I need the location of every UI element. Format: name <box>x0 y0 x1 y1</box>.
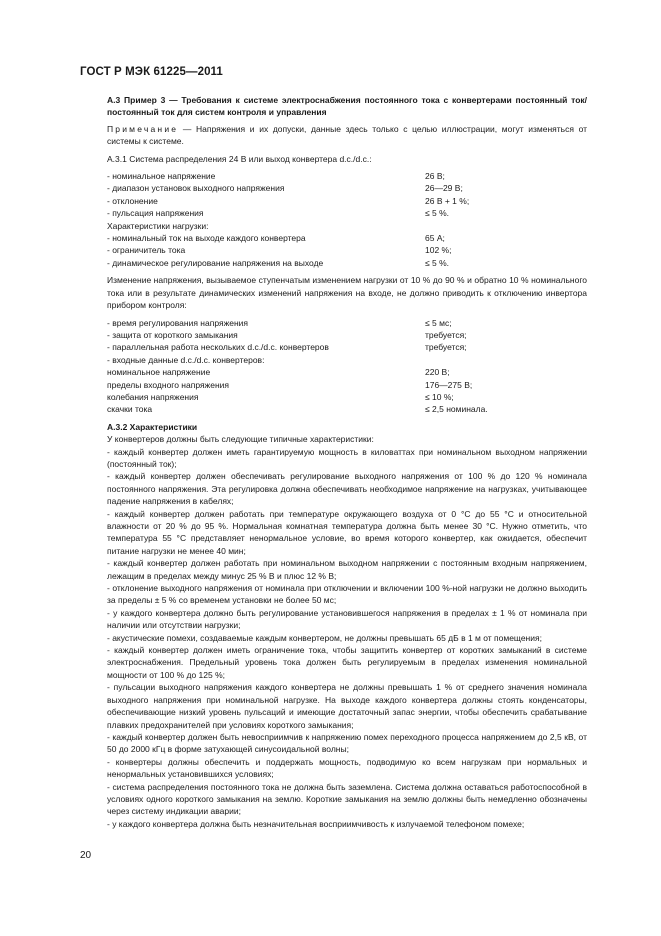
param-name: - входные данные d.c./d.c. конвертеров: <box>107 354 265 365</box>
param-name: пределы входного напряжения <box>107 379 230 390</box>
param-name: номинальное напряжение <box>107 367 211 378</box>
param-name: - диапазон установок выходного напряжения <box>107 183 285 194</box>
param-value: ≤ 10 %; <box>425 391 454 402</box>
param-row <box>107 182 587 194</box>
param-name: - номинальный ток на выходе каждого конвертера <box>107 233 306 244</box>
params-list-2 <box>107 317 587 416</box>
note-label: Примечание <box>107 123 179 134</box>
characteristics-list <box>107 446 587 831</box>
param-row <box>107 257 587 269</box>
param-value <box>425 354 587 366</box>
param-row <box>107 232 587 244</box>
param-row <box>107 391 587 403</box>
characteristic-item: - каждый конвертер должен иметь ограничение тока, чтобы защитить конвертер от коротких замыканий в системе электроснабжения. Предельный уровень тока должен быть регулируемым в пределах изменения номинальной мощности от 100 % до 125 %; <box>107 645 587 680</box>
characteristic-item: - каждый конвертер должен работать при температуре окружающего воздуха от 0 °С до 55 °С и относительной влажности от 20 % до 95 %. Нормальная комнатная температура должна быть менее 30 °С. Нужно отметить, что температура 55 °С представляет ненормальное условие, во время которого конвертер, как ожидается, обеспечит питание нагрузки не менее 40 мин; <box>107 508 587 556</box>
characteristic-item: - каждый конвертер должен обеспечивать регулирование выходного напряжения от 100 % до 120 % номинала постоянного напряжения. Эта регулировка должна обеспечивать необходимое напряжение на нагрузках, учитывающее падение напряжения в кабелях; <box>107 471 587 507</box>
characteristic-item: - каждый конвертер должен быть невосприимчив к напряжению помех переходного процесса напряжением до 2,5 кВ, от 50 до 2000 кГц в форме затухающей синусоидальной волны; <box>107 731 587 755</box>
param-name: - ограничитель тока <box>107 245 186 256</box>
param-value: ≤ 5 мс; <box>425 317 452 328</box>
param-row <box>107 354 587 366</box>
characteristic-item: - отклонение выходного напряжения от номинала при отключении и включении 100 %-ной нагрузки не должно выходить за пределы ± 5 % со временем установки не более 50 мс; <box>107 583 587 606</box>
characteristic-item: - каждый конвертер должен работать при номинальном выходном напряжении с постоянным входным напряжением, лежащим в пределах между минус 25 % В и плюс 12 % В; <box>107 558 587 581</box>
page-number: 20 <box>80 850 92 861</box>
param-name: - защита от короткого замыкания <box>107 329 238 340</box>
param-value: 65 А; <box>425 233 445 244</box>
a31-intro: А.3.1 Система распределения 24 В или выход конвертера d.c./d.c.: <box>107 153 372 164</box>
param-row <box>107 207 587 219</box>
characteristic-item: - акустические помехи, создаваемые каждым конвертером, не должны превышать 65 дБ в 1 м от помещения; <box>107 632 542 643</box>
characteristic-item: - система распределения постоянного тока не должна быть заземлена. Система должна оставаться работоспособной в условиях одного короткого замыкания на землю. Короткие замыкания на землю должны быть немедленно обозначены через систему индикации аварии; <box>107 781 587 817</box>
param-name: - динамическое регулирование напряжения на выходе <box>107 257 324 268</box>
document-header: ГОСТ Р МЭК 61225—2011 <box>80 66 223 78</box>
param-value: ≤ 5 %. <box>425 208 450 219</box>
param-value: требуется; <box>425 329 467 340</box>
param-name: - параллельная работа нескольких d.c./d.c. конвертеров <box>107 342 329 353</box>
param-value: 176—275 В; <box>425 379 473 390</box>
param-row <box>107 379 587 391</box>
param-row <box>107 403 587 415</box>
params-list-1 <box>107 170 587 269</box>
param-value: ≤ 5 %. <box>425 257 450 268</box>
characteristic-item: - конвертеры должны обеспечить и поддержать мощность, подводимую ко всем нагрузкам при нормальных и ненормальных установившихся условиях; <box>107 756 587 780</box>
param-row <box>107 195 587 207</box>
note-paragraph <box>107 123 587 148</box>
param-name: скачки тока <box>107 404 153 415</box>
param-name: колебания напряжения <box>107 391 199 402</box>
param-value: 26 В; <box>425 171 445 182</box>
characteristic-item: - у каждого конвертера должна быть незначительная восприимчивость к излучаемой телефоном помехе; <box>107 818 525 829</box>
param-value <box>425 220 587 232</box>
param-name: - время регулирования напряжения <box>107 317 249 328</box>
param-value: ≤ 2,5 номинала. <box>425 404 488 415</box>
characteristic-item: - пульсации выходного напряжения каждого конвертера не должны превышать 1 % от среднего значения номинала выходного напряжения при номинальной нагрузке. На выходе каждого конвертера должны стоять конденсаторы, обеспечивающие низкий уровень пульсаций и имеющие достаточный запас энергии, чтобы обеспечить срабатывание плавких предохранителей при условиях короткого замыкания; <box>107 682 587 730</box>
param-row <box>107 341 587 353</box>
param-name: Характеристики нагрузки: <box>107 220 209 231</box>
page-content <box>107 94 587 830</box>
param-value: 26—29 В; <box>425 183 463 194</box>
note-text: — Напряжения и их допуски, данные здесь только с целью иллюстрации, могут изменяться от системы к системе. <box>107 123 587 147</box>
param-value: 26 В + 1 %; <box>425 195 470 206</box>
param-row <box>107 170 587 182</box>
param-row <box>107 317 587 329</box>
characteristic-item: - у каждого конвертера должно быть регулирование установившегося напряжения в пределах ± 1 % от номинала при наличии или отсутствии нагрузки; <box>107 607 587 631</box>
param-value: 102 %; <box>425 245 452 256</box>
param-row <box>107 220 587 232</box>
param-value: требуется; <box>425 342 467 353</box>
voltage-change-paragraph: Изменение напряжения, вызываемое ступенчатым изменением нагрузки от 10 % до 90 % и обратно 10 % номинального тока или в результате динамических изменений напряжения на входе, не должно приводить к отключению инвертора прибором контроля: <box>107 275 587 311</box>
section-a32-intro: У конвертеров должны быть следующие типичные характеристики: <box>107 434 374 445</box>
param-row <box>107 244 587 256</box>
param-name: - отклонение <box>107 195 158 206</box>
section-a3-title: А.3 Пример 3 — Требования к системе электроснабжения постоянного тока с конвертерами постоянный ток/постоянный ток для систем контроля и управления <box>107 95 587 118</box>
param-name: - номинальное напряжение <box>107 171 216 182</box>
section-a32-title: А.3.2 Характеристики <box>107 421 198 432</box>
param-row <box>107 329 587 341</box>
characteristic-item: - каждый конвертер должен иметь гарантируемую мощность в киловаттах при номинальном выходном напряжении (постоянный ток); <box>107 446 587 469</box>
param-name: - пульсация напряжения <box>107 208 204 219</box>
param-row <box>107 366 587 378</box>
param-value: 220 В; <box>425 367 450 378</box>
